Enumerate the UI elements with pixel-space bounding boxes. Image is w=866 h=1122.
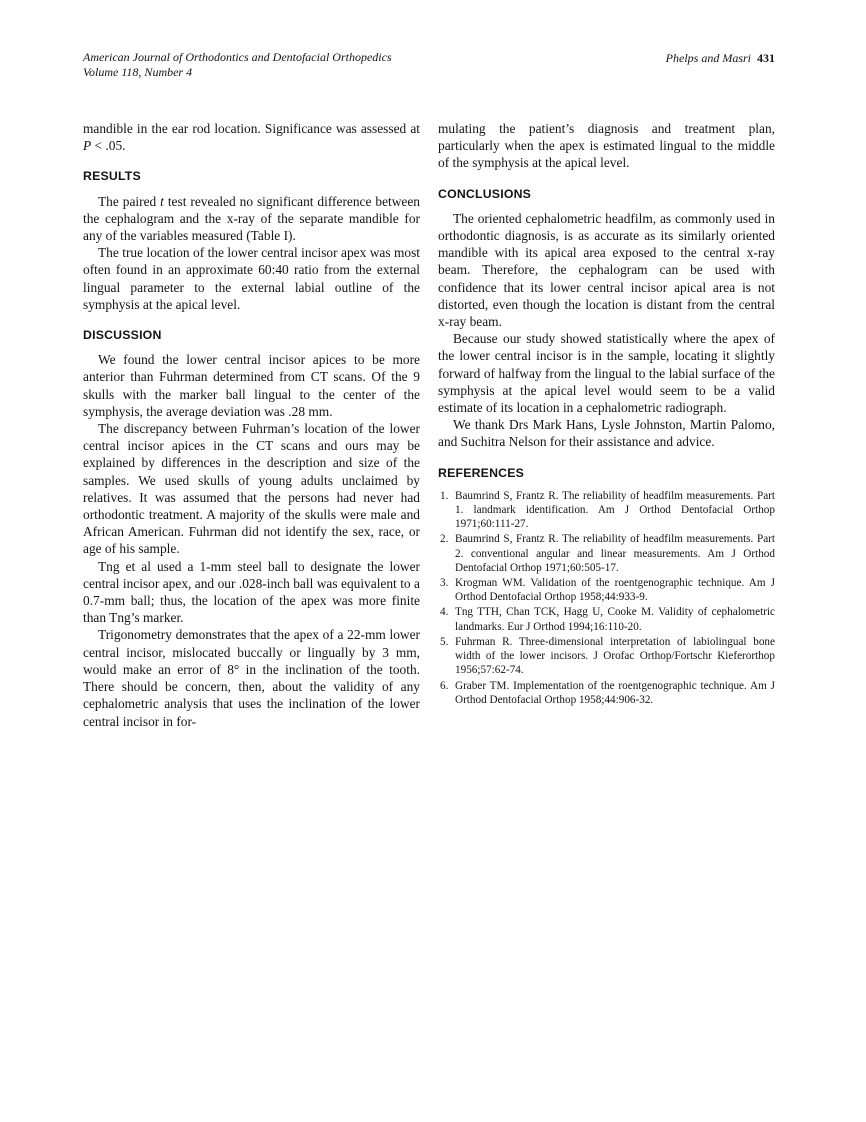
discussion-paragraph-4: Trigonometry demonstrates that the apex of a 22-mm lower central incisor, mislocated buccally or lingually by 3 mm, would make an error of 8° in the inclination of the tooth. There should be concern, then, about the validity of any cephalometric analysis that uses the inclination of the lower central incisor in for- xyxy=(83,627,420,729)
reference-text: Tng TTH, Chan TCK, Hagg U, Cooke M. Validity of cephalometric landmarks. Eur J Orthod 1994;16:110-20. xyxy=(455,606,775,633)
discussion-paragraph-1: We found the lower central incisor apices to be more anterior than Fuhrman determined from CT scans. Of the 9 skulls with the marker ball lingual to the center of the symphysis, the average deviation was .28 mm. xyxy=(83,352,420,419)
reference-text: Fuhrman R. Three-dimensional interpretation of labiolingual bone width of the lower incisors. J Orofac Orthop/Fortschr Kieferorthop 1956;57:62-74. xyxy=(455,635,775,677)
article-body xyxy=(83,120,775,730)
acknowledgment-paragraph: We thank Drs Mark Hans, Lysle Johnston, Martin Palomo, and Suchitra Nelson for their assistance and advice. xyxy=(438,417,775,450)
italic-variable-t: t xyxy=(160,193,164,209)
reference-text: Baumrind S, Frantz R. The reliability of headfilm measurements. Part 2. conventional angular and linear measurements. Am J Orthod Dentofacial Orthop 1971;60:505-17. xyxy=(455,533,775,574)
text-run: mandible in the ear rod location. Significance was assessed at xyxy=(83,121,420,136)
journal-title: American Journal of Orthodontics and Dentofacial Orthopedics xyxy=(83,50,392,64)
left-column xyxy=(83,120,420,730)
reference-list xyxy=(438,489,775,707)
running-authors: Phelps and Masri xyxy=(665,51,751,65)
section-heading-results: RESULTS xyxy=(83,169,141,184)
section-heading-discussion: DISCUSSION xyxy=(83,328,162,343)
reference-number: 1. xyxy=(440,489,449,502)
conclusions-paragraph-2: Because our study showed statistically where the apex of the lower central incisor is in the sample, locating it slightly forward of halfway from the lingual to the labial surface of the symphysis at the apical level would seem to be a valid estimate of its location in a cephalometric radiograph. xyxy=(438,331,775,416)
reference-number: 4. xyxy=(440,606,449,619)
reference-item xyxy=(438,576,775,604)
reference-number: 3. xyxy=(440,577,449,590)
italic-variable-p: P xyxy=(83,138,92,154)
paragraph-continuation: mulating the patient’s diagnosis and treatment plan, particularly when the apex is estimated lingual to the middle of the symphysis at the apical level. xyxy=(438,121,775,171)
reference-number: 5. xyxy=(440,635,449,648)
section-heading-conclusions: CONCLUSIONS xyxy=(438,186,532,201)
reference-item xyxy=(438,489,775,532)
running-head-right xyxy=(666,50,775,66)
results-paragraph-1 xyxy=(83,193,420,245)
text-run: The paired xyxy=(98,193,161,209)
conclusions-paragraph-1: The oriented cephalometric headfilm, as commonly used in orthodontic diagnosis, is as accurate as its similarly oriented mandible with its apical area exposed to the central x-ray beam. Therefore, the cephalogram can be used with confidence that its lower central incisor apical area is not distorted, even though the location is distant from the central x-ray beam. xyxy=(438,210,775,330)
reference-number: 2. xyxy=(440,533,449,546)
reference-text: Graber TM. Implementation of the roentgenographic technique. Am J Orthod Dentofacial Orthop 1958;44:906-32. xyxy=(455,679,775,706)
reference-item xyxy=(438,679,775,707)
reference-item xyxy=(438,532,775,575)
reference-number: 6. xyxy=(440,679,449,692)
reference-item xyxy=(438,635,775,678)
discussion-paragraph-3: Tng et al used a 1-mm steel ball to designate the lower central incisor apex, and our .028-inch ball was equivalent to a 0.7-mm ball; thus, the location of the apex was more finite than Tng’s marker. xyxy=(83,558,420,626)
journal-header-block xyxy=(83,50,392,80)
section-heading-references: REFERENCES xyxy=(438,465,525,480)
journal-volume-line: Volume 118, Number 4 xyxy=(83,65,193,79)
discussion-paragraph-2: The discrepancy between Fuhrman’s location of the lower central incisor apices in the CT scans and ours may be explained by differences in the description and size of the samples. We used skulls of young adults unclaimed by relatives. It was assumed that the persons had never had orthodontic treatment. A majority of the skulls were male and African American. Fuhrman did not identify the sex, race, or age of his sample. xyxy=(83,421,420,557)
reference-text: Krogman WM. Validation of the roentgenographic technique. Am J Orthod Dentofacial Orthop 1958;44:933-9. xyxy=(455,577,775,604)
reference-item xyxy=(438,605,775,633)
right-column xyxy=(438,120,775,730)
page-number: 431 xyxy=(757,51,775,65)
results-paragraph-2: The true location of the lower central incisor apex was most often found in an approximate 60:40 ratio from the external lingual parameter to the external labial outline of the symphysis at the apical level. xyxy=(83,245,420,312)
running-header xyxy=(83,50,775,80)
text-run: test revealed no significant difference between the cephalogram and the x-ray of the separate mandible for any of the variables measured (Table I). xyxy=(83,193,420,244)
text-run: < .05. xyxy=(91,138,126,154)
reference-text: Baumrind S, Frantz R. The reliability of headfilm measurements. Part 1. landmark identification. Am J Orthod Dentofacial Orthop 1971;60:111-27. xyxy=(455,489,775,531)
paragraph-continuation xyxy=(83,120,420,154)
